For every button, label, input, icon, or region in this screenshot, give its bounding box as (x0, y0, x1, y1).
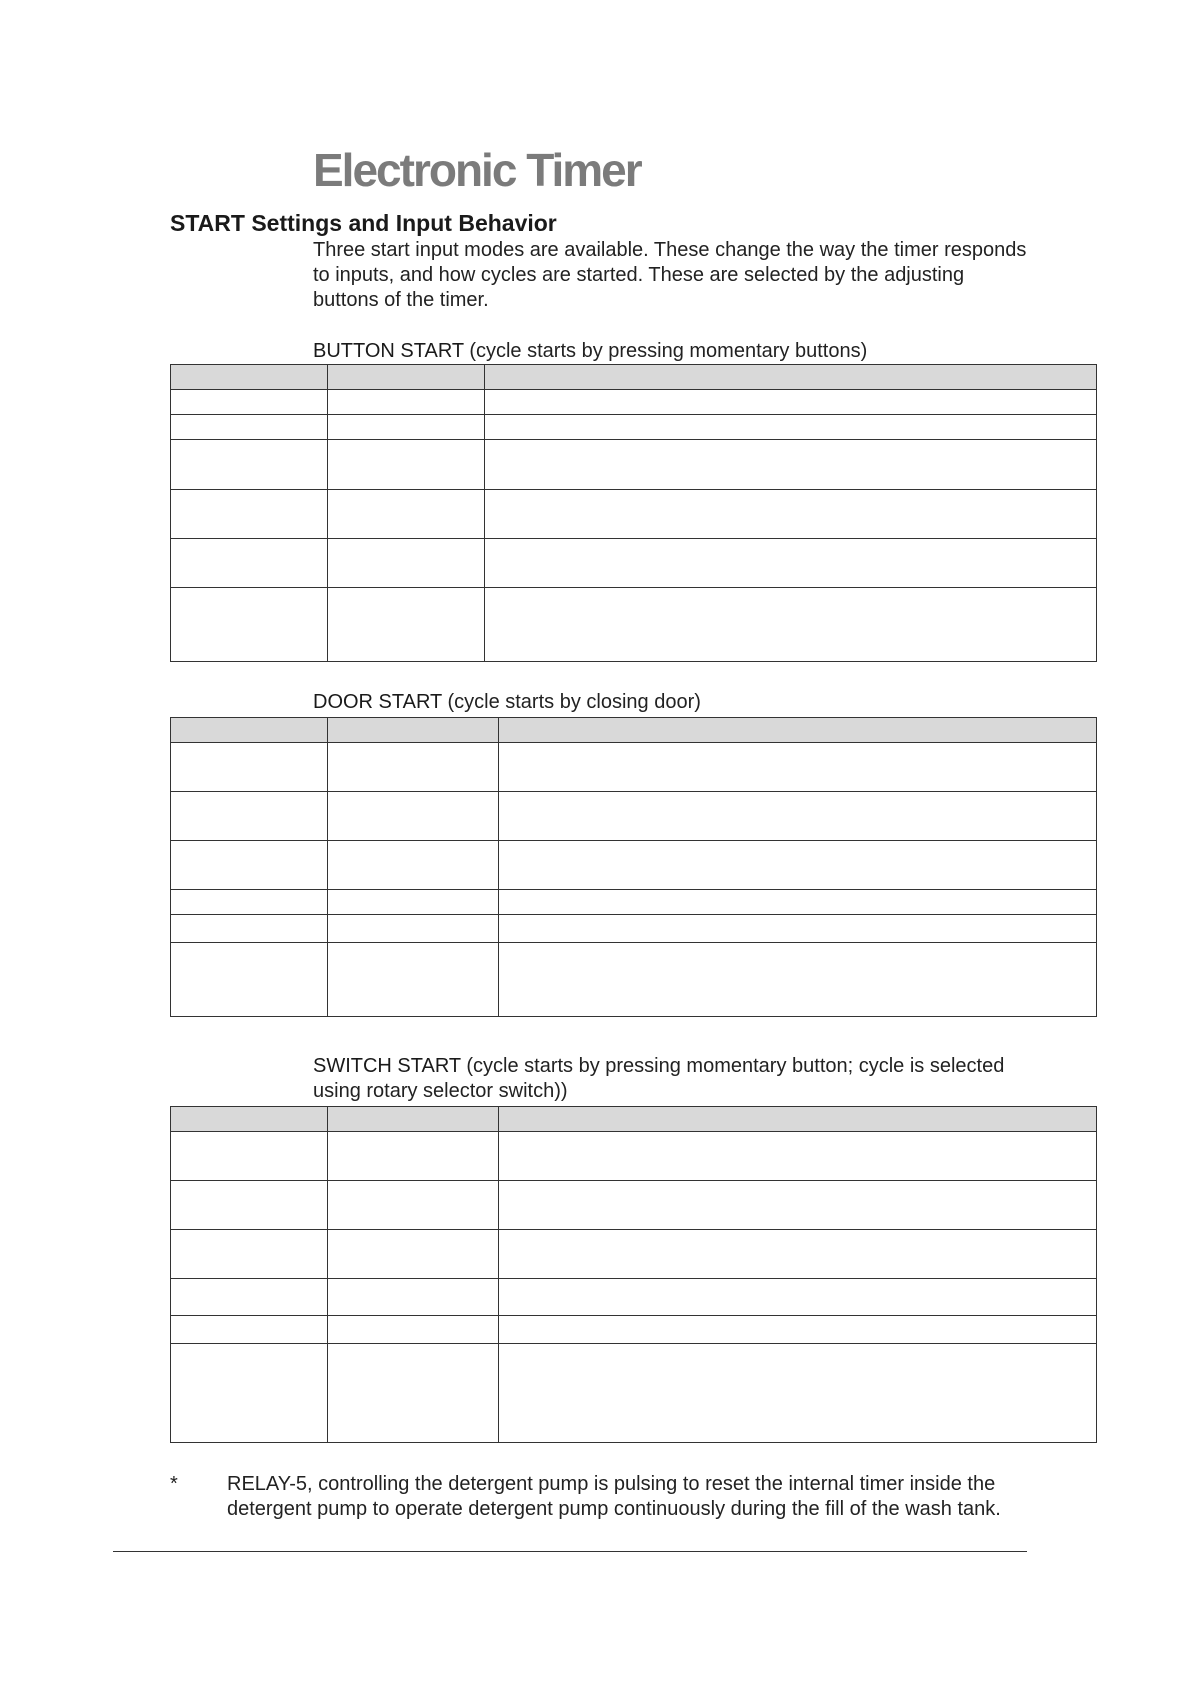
switch-start-caption (313, 1054, 1033, 1104)
table-row (171, 1316, 1097, 1344)
table-cell (499, 792, 1097, 841)
table-row (171, 841, 1097, 890)
table-row (171, 1132, 1097, 1181)
table-cell (499, 1107, 1097, 1132)
table-cell (499, 1230, 1097, 1279)
footnote-text: RELAY-5, controlling the detergent pump is pulsing to reset the internal timer inside the detergent pump to operate detergent pump continuously during the fill of the wash tank. (227, 1473, 1001, 1520)
table-row (171, 539, 1097, 588)
table-cell (328, 743, 499, 792)
footnote-mark: * (170, 1473, 178, 1495)
footer-divider (113, 1551, 1027, 1552)
table-cell (171, 1181, 328, 1230)
door-start-description: (cycle starts by closing door) (447, 691, 701, 713)
door-start-caption (313, 690, 1033, 715)
door-start-name: DOOR START (313, 691, 442, 713)
table-cell (328, 415, 485, 440)
table-cell (328, 943, 499, 1017)
table-cell (328, 1132, 499, 1181)
button-start-table (170, 364, 1097, 662)
table-cell (171, 890, 328, 915)
button-start-name: BUTTON START (313, 340, 464, 362)
table-cell (171, 1279, 328, 1316)
table-cell (485, 440, 1097, 490)
table-cell (328, 588, 485, 662)
table-cell (171, 539, 328, 588)
table-cell (171, 1316, 328, 1344)
table-cell (499, 890, 1097, 915)
table-row (171, 490, 1097, 539)
table-cell (171, 415, 328, 440)
table-cell (171, 490, 328, 539)
section-heading: START Settings and Input Behavior (170, 210, 557, 236)
table-cell (171, 1344, 328, 1443)
table-row (171, 915, 1097, 943)
table-cell (171, 1230, 328, 1279)
table-cell (499, 1316, 1097, 1344)
table-cell (499, 743, 1097, 792)
table-cell (328, 1344, 499, 1443)
table-cell (328, 539, 485, 588)
table-cell (499, 718, 1097, 743)
table-cell (485, 588, 1097, 662)
table-row (171, 1230, 1097, 1279)
table-cell (171, 915, 328, 943)
table-row (171, 1344, 1097, 1443)
table-row (171, 390, 1097, 415)
table-cell (328, 1279, 499, 1316)
table-cell (328, 440, 485, 490)
table-cell (171, 365, 328, 390)
table-cell (499, 1344, 1097, 1443)
table-cell (499, 915, 1097, 943)
table-cell (485, 539, 1097, 588)
table-cell (485, 415, 1097, 440)
table-cell (328, 915, 499, 943)
table-cell (171, 718, 328, 743)
switch-start-description: (cycle starts by pressing momentary button; cycle is selected using rotary selector switch)) (313, 1055, 1005, 1102)
table-cell (171, 743, 328, 792)
table-cell (328, 841, 499, 890)
button-start-caption (313, 339, 1033, 364)
table-cell (328, 1316, 499, 1344)
door-start-table (170, 717, 1097, 1017)
table-cell (499, 841, 1097, 890)
table-cell (485, 490, 1097, 539)
table-row (171, 1181, 1097, 1230)
table-cell (171, 841, 328, 890)
table-cell (328, 718, 499, 743)
table-row (171, 1279, 1097, 1316)
table-cell (171, 1132, 328, 1181)
table-cell (171, 1107, 328, 1132)
table-cell (328, 792, 499, 841)
table-cell (499, 1279, 1097, 1316)
page-title: Electronic Timer (313, 144, 641, 196)
table-cell (328, 1181, 499, 1230)
table-cell (328, 890, 499, 915)
table-cell (171, 440, 328, 490)
table-cell (328, 1230, 499, 1279)
table-cell (328, 1107, 499, 1132)
table-cell (171, 792, 328, 841)
table-row (171, 890, 1097, 915)
switch-start-name: SWITCH START (313, 1055, 461, 1077)
table-cell (328, 390, 485, 415)
table-cell (499, 1132, 1097, 1181)
table-cell (499, 1181, 1097, 1230)
table-row (171, 588, 1097, 662)
table-row (171, 440, 1097, 490)
table-row (171, 792, 1097, 841)
button-start-description: (cycle starts by pressing momentary buttons) (469, 340, 868, 362)
table-cell (499, 943, 1097, 1017)
table-cell (171, 943, 328, 1017)
table-header-row (171, 718, 1097, 743)
table-cell (328, 365, 485, 390)
table-cell (485, 365, 1097, 390)
table-row (171, 943, 1097, 1017)
table-row (171, 743, 1097, 792)
table-row (171, 415, 1097, 440)
switch-start-table (170, 1106, 1097, 1443)
table-header-row (171, 365, 1097, 390)
table-cell (485, 390, 1097, 415)
table-cell (328, 490, 485, 539)
table-cell (171, 588, 328, 662)
table-cell (171, 390, 328, 415)
intro-paragraph: Three start input modes are available. These change the way the timer responds to inputs, and how cycles are started. These are selected by the adjusting buttons of the timer. (313, 239, 1027, 311)
table-header-row (171, 1107, 1097, 1132)
